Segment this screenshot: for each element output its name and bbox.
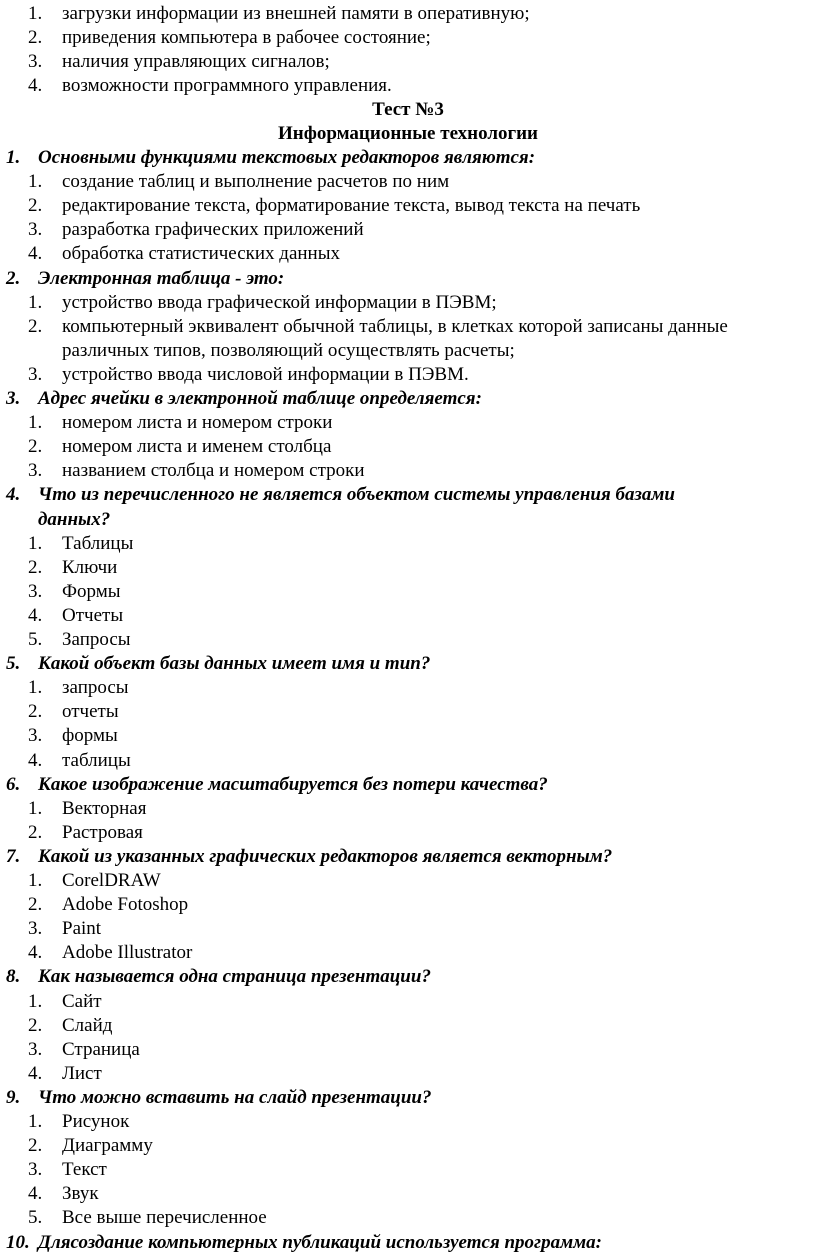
option-number: 3. <box>28 219 43 241</box>
question-number: 5. <box>6 653 21 675</box>
option-text: Лист <box>62 1062 102 1084</box>
option-number: 1. <box>28 532 43 554</box>
option-text: Растровая <box>62 821 143 843</box>
option-text: Отчеты <box>62 604 124 626</box>
question-number: 4. <box>6 484 21 506</box>
question <box>0 483 816 507</box>
answer-option <box>0 1014 816 1038</box>
question-text: Что можно вставить на слайд презентации? <box>38 1086 432 1108</box>
question-continuation <box>0 508 816 532</box>
question <box>0 965 816 989</box>
item-text: наличия управляющих сигналов; <box>62 51 330 73</box>
answer-option <box>0 435 816 459</box>
question-text: Длясоздание компьютерных публикаций используется программа: <box>38 1231 602 1253</box>
option-number: 3. <box>28 460 43 482</box>
answer-option <box>0 1182 816 1206</box>
list-item <box>0 26 816 50</box>
option-text: устройство ввода числовой информации в ПЭВМ. <box>62 363 469 385</box>
option-text: Сайт <box>62 990 102 1012</box>
answer-option <box>0 218 816 242</box>
answer-option <box>0 749 816 773</box>
question <box>0 652 816 676</box>
answer-option <box>0 1110 816 1134</box>
item-number: 3. <box>28 51 43 73</box>
answer-option <box>0 990 816 1014</box>
answer-option <box>0 459 816 483</box>
answer-option <box>0 411 816 435</box>
option-text: Adobe Fotoshop <box>62 894 189 916</box>
answer-option <box>0 170 816 194</box>
option-number: 3. <box>28 725 43 747</box>
option-text: таблицы <box>62 749 131 771</box>
question-number: 8. <box>6 966 21 988</box>
item-number: 1. <box>28 3 43 24</box>
question-number: 3. <box>6 388 21 409</box>
option-number: 3. <box>28 363 43 385</box>
question-number: 7. <box>6 845 21 867</box>
option-text: создание таблиц и выполнение расчетов по ним <box>62 171 450 193</box>
option-text: запросы <box>62 677 129 699</box>
question-text: Основными функциями текстовых редакторов являются: <box>38 147 536 168</box>
option-number: 2. <box>28 315 43 337</box>
answer-option <box>0 1158 816 1182</box>
question-text: Какой из указанных графических редакторов является векторным? <box>38 845 613 867</box>
test-subtitle-line <box>0 122 816 146</box>
question <box>0 1231 816 1255</box>
option-number: 4. <box>28 604 43 626</box>
answer-option <box>0 1206 816 1230</box>
answer-option <box>0 604 816 628</box>
answer-option <box>0 869 816 893</box>
test-title-line <box>0 98 816 122</box>
question <box>0 773 816 797</box>
answer-option <box>0 363 816 387</box>
question-text: Что из перечисленного не является объектом системы управления базами <box>38 484 675 506</box>
list-item <box>0 50 816 74</box>
option-number: 2. <box>28 436 43 458</box>
option-text: Слайд <box>62 1014 113 1036</box>
answer-option <box>0 941 816 965</box>
option-text: устройство ввода графической информации в ПЭВМ; <box>62 291 497 313</box>
option-text: формы <box>62 725 118 747</box>
option-text: Формы <box>62 580 121 602</box>
item-text: возможности программного управления. <box>62 75 392 97</box>
question-number: 10. <box>6 1231 30 1253</box>
option-number: 1. <box>28 171 43 193</box>
option-text: Запросы <box>62 629 131 650</box>
option-text: обработка статистических данных <box>62 243 340 265</box>
option-number: 1. <box>28 677 43 699</box>
answer-option <box>0 893 816 917</box>
question-text: Адрес ячейки в электронной таблице определяется: <box>38 388 482 409</box>
list-item <box>0 74 816 98</box>
option-text: Ключи <box>62 556 118 578</box>
option-text: разработка графических приложений <box>62 219 364 241</box>
option-text: Таблицы <box>62 532 134 554</box>
item-text: приведения компьютера в рабочее состояние; <box>62 27 431 49</box>
answer-option <box>0 676 816 700</box>
option-number: 1. <box>28 870 43 891</box>
question-text: Какой объект базы данных имеет имя и тип? <box>38 653 431 675</box>
option-text: номером листа и номером строки <box>62 412 333 434</box>
answer-option-continuation <box>0 339 816 363</box>
question-text: Какое изображение масштабируется без потери качества? <box>38 773 548 795</box>
answer-option <box>0 797 816 821</box>
option-number: 3. <box>28 580 43 602</box>
option-text: Страница <box>62 1038 140 1060</box>
answer-option <box>0 315 816 339</box>
item-number: 4. <box>28 75 43 97</box>
answer-option <box>0 532 816 556</box>
option-number: 4. <box>28 1062 43 1084</box>
question-number: 2. <box>6 267 21 289</box>
answer-option <box>0 700 816 724</box>
option-number: 2. <box>28 701 43 723</box>
option-text: Adobe Illustrator <box>62 942 193 964</box>
item-text: загрузки информации из внешней памяти в оперативную; <box>62 3 530 24</box>
item-number: 2. <box>28 27 43 49</box>
answer-option <box>0 1038 816 1062</box>
test-subtitle: Информационные технологии <box>277 123 539 144</box>
option-text: отчеты <box>62 701 119 723</box>
answer-option <box>0 291 816 315</box>
option-number: 1. <box>28 797 43 819</box>
option-number: 1. <box>28 1111 43 1132</box>
option-text: Диаграмму <box>62 1135 153 1157</box>
list-item <box>0 2 816 26</box>
option-text: Paint <box>62 918 102 940</box>
answer-option <box>0 917 816 941</box>
option-text: компьютерный эквивалент обычной таблицы, в клетках которой записаны данные <box>62 315 728 337</box>
option-text: Рисунок <box>62 1111 130 1132</box>
option-number: 1. <box>28 291 43 313</box>
question-text: Как называется одна страница презентации? <box>38 966 431 988</box>
question-number: 6. <box>6 773 21 795</box>
question <box>0 387 816 411</box>
option-text-cont: различных типов, позволяющий осуществлять расчеты; <box>62 339 515 361</box>
option-text: редактирование текста, форматирование текста, вывод текста на печать <box>62 195 641 217</box>
option-number: 3. <box>28 1159 43 1181</box>
question-number: 9. <box>6 1086 21 1108</box>
answer-option <box>0 821 816 845</box>
option-number: 4. <box>28 1183 43 1205</box>
option-number: 4. <box>28 942 43 964</box>
question-number: 1. <box>6 147 21 168</box>
answer-option <box>0 724 816 748</box>
question <box>0 146 816 170</box>
answer-option <box>0 628 816 652</box>
option-text: номером листа и именем столбца <box>62 436 332 458</box>
answer-option <box>0 1134 816 1158</box>
answer-option <box>0 556 816 580</box>
answer-option <box>0 1062 816 1086</box>
option-number: 4. <box>28 749 43 771</box>
option-text: CorelDRAW <box>62 870 161 891</box>
test-title: Тест №3 <box>372 99 444 120</box>
option-text: Текст <box>62 1159 107 1181</box>
answer-option <box>0 242 816 266</box>
answer-option <box>0 580 816 604</box>
question <box>0 1086 816 1110</box>
answer-option <box>0 194 816 218</box>
option-text: Звук <box>62 1183 99 1205</box>
option-text: Все выше перечисленное <box>62 1207 267 1229</box>
question <box>0 267 816 291</box>
option-number: 5. <box>28 1207 43 1229</box>
option-number: 4. <box>28 243 43 265</box>
option-number: 2. <box>28 1014 43 1036</box>
option-number: 2. <box>28 556 43 578</box>
option-number: 1. <box>28 412 43 434</box>
option-number: 2. <box>28 1135 43 1157</box>
option-text: Векторная <box>62 797 147 819</box>
option-number: 3. <box>28 918 43 940</box>
option-number: 2. <box>28 821 43 843</box>
option-number: 2. <box>28 195 43 217</box>
question <box>0 845 816 869</box>
option-number: 2. <box>28 894 43 916</box>
question-text: Электронная таблица - это: <box>38 267 285 289</box>
option-number: 3. <box>28 1038 43 1060</box>
option-number: 1. <box>28 990 43 1012</box>
option-text: названием столбца и номером строки <box>62 460 365 482</box>
option-number: 5. <box>28 629 43 650</box>
question-text-cont: данных? <box>38 508 111 530</box>
